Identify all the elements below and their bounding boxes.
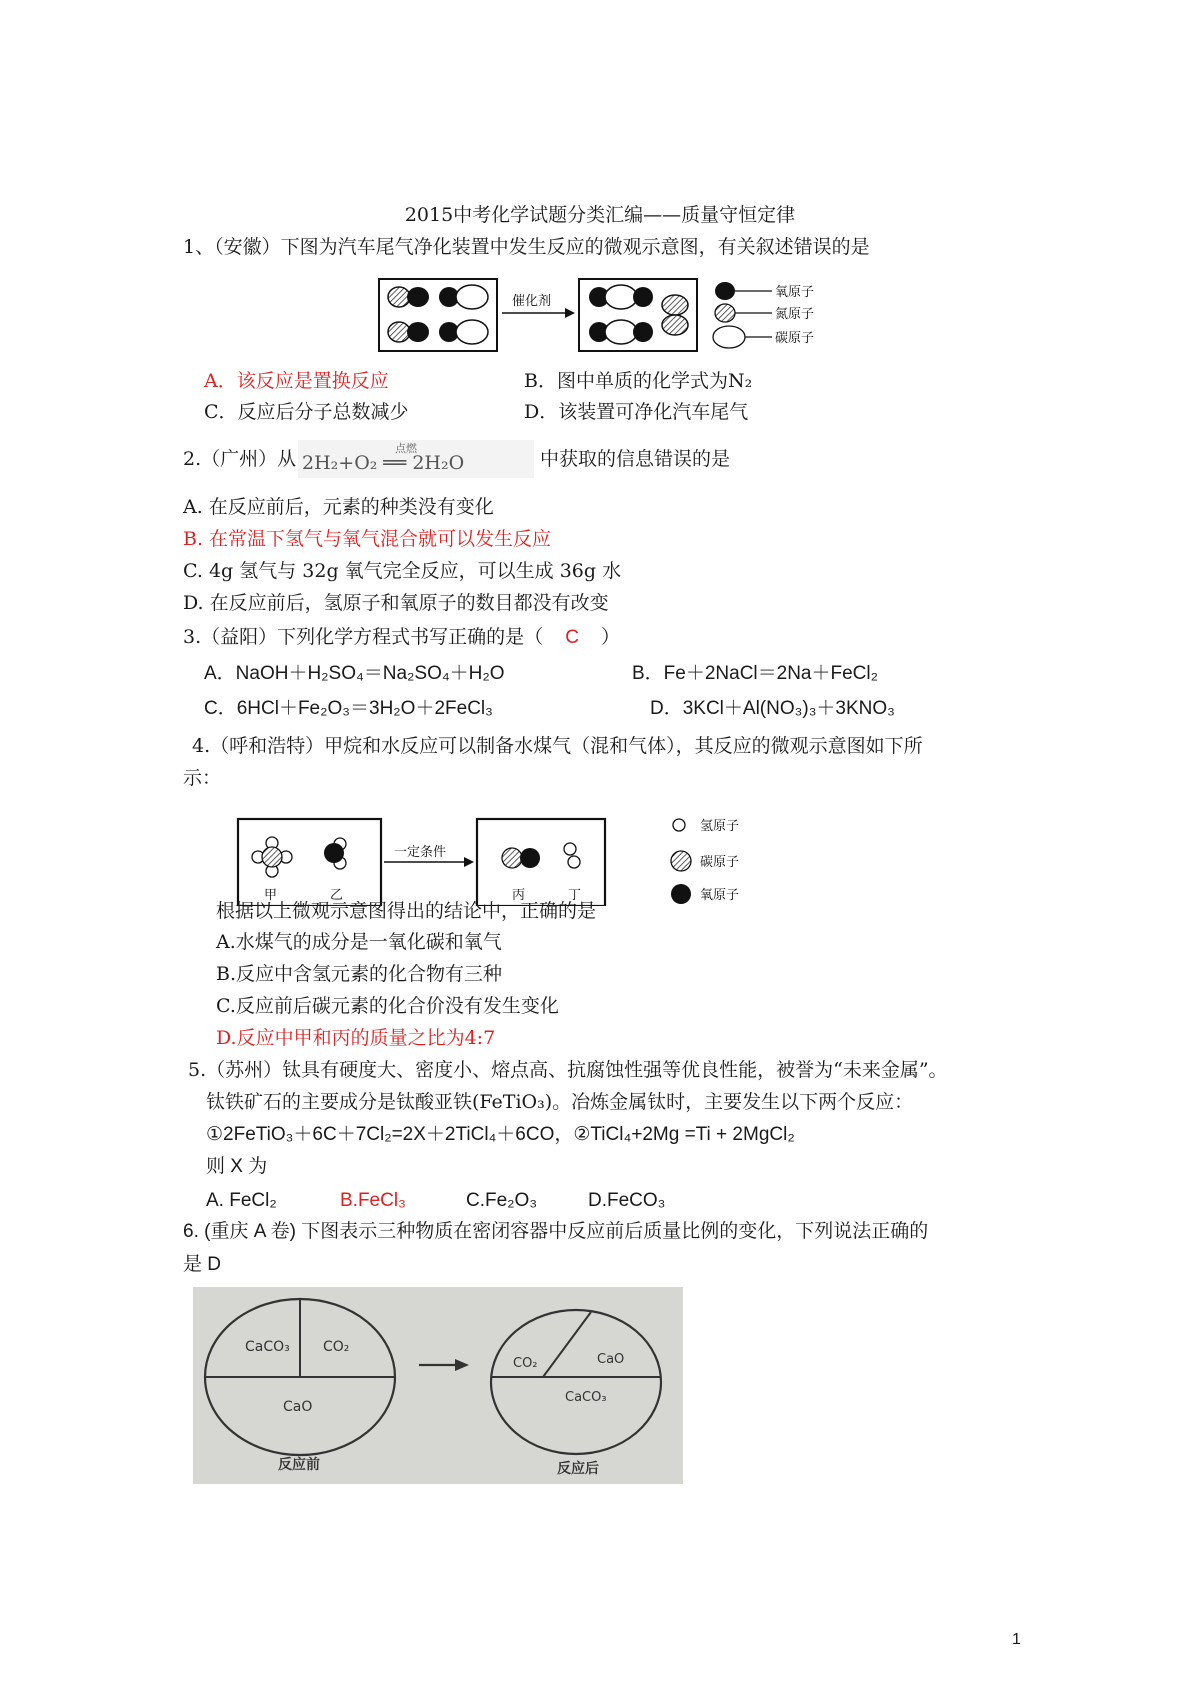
q4-stem-line1: 4.（呼和浩特）甲烷和水反应可以制备水煤气（混和气体），其反应的微观示意图如下所 xyxy=(192,735,923,757)
legend-oxygen-4: 氧原子 xyxy=(700,888,740,903)
legend-oxygen: 氧原子 xyxy=(775,285,815,300)
q2-stem-prefix: 2.（广州）从 xyxy=(183,448,297,470)
q1-option-a: A．该反应是置换反应 xyxy=(204,370,389,392)
q5-stem-line2: 钛铁矿石的主要成分是钛酸亚铁(FeTiO₃)。冶炼金属钛时，主要发生以下两个反应： xyxy=(206,1091,914,1113)
q4-reaction-diagram xyxy=(236,806,746,906)
q2-option-c: C. 4g 氢气与 32g 氧气完全反应，可以生成 36g 水 xyxy=(183,560,622,582)
document-title: 2015中考化学试题分类汇编——质量守恒定律 xyxy=(404,204,796,226)
q3-option-a: A．NaOH＋H₂SO₄＝Na₂SO₄＋H₂O xyxy=(204,663,505,684)
q2-equation: 2H₂+O₂ ══ 2H₂O xyxy=(302,452,465,474)
q3-stem xyxy=(183,625,620,650)
q6-scanned-figure xyxy=(193,1287,683,1484)
q6-stem-line1: 6. (重庆 A 卷) 下图表示三种物质在密闭容器中反应前后质量比例的变化，下列说法正确的 xyxy=(183,1221,929,1242)
q5-option-a: A. FeCl₂ xyxy=(206,1190,277,1211)
q5-option-d: D.FeCO₃ xyxy=(588,1190,666,1211)
q4-option-b: B.反应中含氢元素的化合物有三种 xyxy=(216,963,503,985)
q6-after-label: 反应后 xyxy=(557,1461,599,1477)
q6-before-caco3: CaCO₃ xyxy=(245,1339,290,1355)
q2-option-b: B. 在常温下氢气与氧气混合就可以发生反应 xyxy=(183,528,552,550)
q4-methane-molecule xyxy=(252,837,292,877)
q4-label-ding: 丁 xyxy=(568,888,582,903)
legend-hydrogen: 氢原子 xyxy=(700,819,740,834)
q6-stem-line2: 是 D xyxy=(183,1254,222,1275)
legend-carbon: 碳原子 xyxy=(775,331,815,346)
q4-stem-line2: 示： xyxy=(183,767,222,789)
q4-option-d: D.反应中甲和丙的质量之比为4:7 xyxy=(216,1027,496,1049)
q1-arrow-label: 催化剂 xyxy=(512,294,552,309)
q6-before-co2: CO₂ xyxy=(323,1339,350,1355)
q2-equation-condition: 点燃 xyxy=(395,442,417,455)
q1-reaction-diagram xyxy=(377,275,837,359)
q4-option-a: A.水煤气的成分是一氧化碳和氧气 xyxy=(216,931,502,953)
q1-option-b: B．图中单质的化学式为N₂ xyxy=(524,370,753,392)
q1-after-molecules xyxy=(589,285,688,344)
q4-option-c: C.反应前后碳元素的化合价没有发生变化 xyxy=(216,995,559,1017)
q3-stem-end: ） xyxy=(600,626,620,648)
legend-carbon-4: 碳原子 xyxy=(700,855,740,870)
q3-option-c: C．6HCl＋Fe₂O₃＝3H₂O＋2FeCl₃ xyxy=(204,698,493,719)
q5-stem-line1: 5.（苏州）钛具有硬度大、密度小、熔点高、抗腐蚀性强等优良性能，被誉为“未来金属”。 xyxy=(188,1059,948,1081)
q1-stem: 1、（安徽）下图为汽车尾气净化装置中发生反应的微观示意图，有关叙述错误的是 xyxy=(183,236,870,258)
q4-hydrogen-molecule xyxy=(564,843,580,868)
q1-legend xyxy=(713,282,814,348)
q4-label-yi: 乙 xyxy=(330,888,344,903)
q2-option-d: D. 在反应前后，氢原子和氧原子的数目都没有改变 xyxy=(183,592,609,614)
page-number: 1 xyxy=(1012,1631,1021,1648)
q1-before-molecules xyxy=(388,285,488,344)
q4-arrow-label: 一定条件 xyxy=(394,845,447,860)
q6-after-cao: CaO xyxy=(597,1352,625,1367)
q6-after-caco3: CaCO₃ xyxy=(565,1390,607,1405)
q4-water-molecule xyxy=(324,838,346,869)
q4-question: 根据以上微观示意图得出的结论中，正确的是 xyxy=(216,900,597,922)
q3-stem-text: 3.（益阳）下列化学方程式书写正确的是（ xyxy=(183,626,544,648)
q3-option-d: D．3KCl＋Al(NO₃)₃＋3KNO₃ xyxy=(650,698,895,719)
q6-pie-diagram xyxy=(193,1287,683,1484)
q2-option-a: A. 在反应前后，元素的种类没有变化 xyxy=(183,496,494,518)
q4-after-box xyxy=(477,819,605,906)
legend-nitrogen: 氮原子 xyxy=(775,307,815,322)
q1-option-c: C．反应后分子总数减少 xyxy=(204,401,409,423)
q2-equation-image xyxy=(298,440,534,478)
q5-reactions: ①2FeTiO₃＋6C＋7Cl₂=2X＋2TiCl₄＋6CO，②TiCl₄+2Mg =Ti + 2MgCl₂ xyxy=(206,1124,795,1145)
q5-option-b: B.FeCl₃ xyxy=(340,1190,406,1211)
q4-label-bing: 丙 xyxy=(512,888,526,903)
q6-before-cao: CaO xyxy=(283,1399,313,1415)
q6-after-co2: CO₂ xyxy=(513,1356,538,1371)
q6-before-label: 反应前 xyxy=(278,1457,320,1473)
q4-label-jia: 甲 xyxy=(264,888,278,903)
q1-option-d: D．该装置可净化汽车尾气 xyxy=(524,401,749,423)
q3-answer: C xyxy=(565,627,579,648)
q2-stem-suffix: 中获取的信息错误的是 xyxy=(540,448,731,470)
q5-question: 则 X 为 xyxy=(206,1156,268,1177)
q4-legend xyxy=(671,819,739,904)
q5-option-c: C.Fe₂O₃ xyxy=(466,1190,538,1211)
q3-option-b: B．Fe＋2NaCl＝2Na＋FeCl₂ xyxy=(632,663,878,684)
q4-co-molecule xyxy=(502,848,540,868)
